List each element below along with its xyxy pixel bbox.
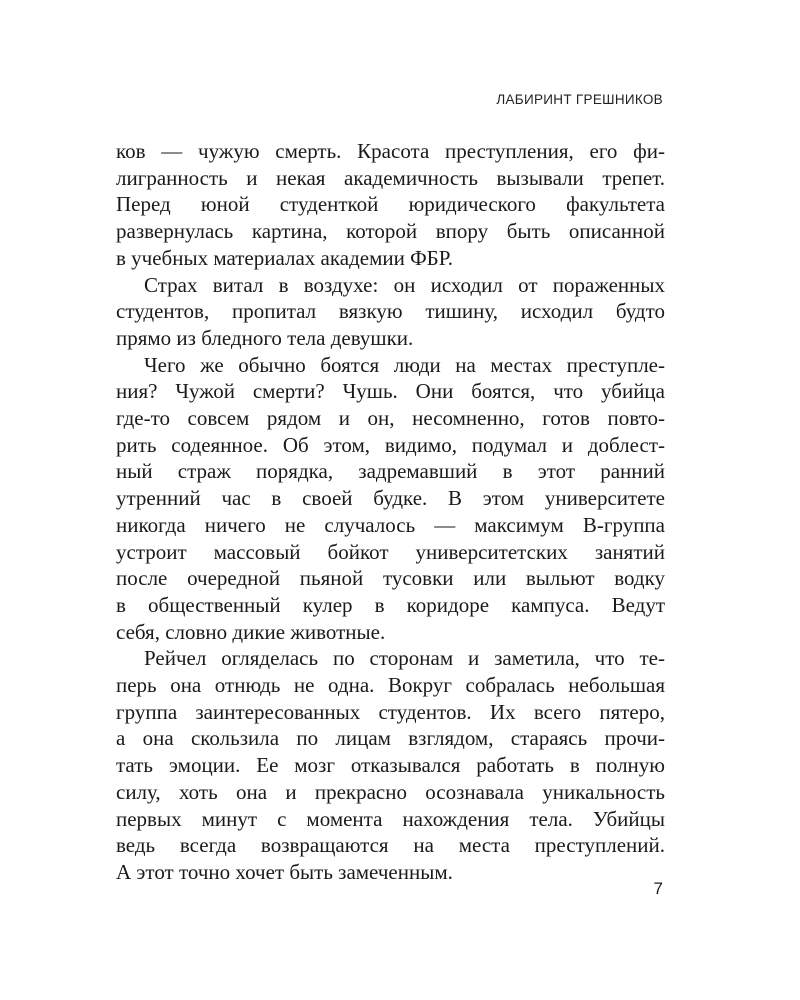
text-line: группа заинтересованных студентов. Их всего пятеро,: [116, 699, 665, 724]
text-line: никогда ничего не случалось — максимум В-группа: [116, 512, 665, 537]
text-line: ков — чужую смерть. Красота преступления, его фи-: [116, 139, 665, 163]
paragraph: [116, 645, 665, 885]
text-line: студентов, пропитал вязкую тишину, исходил будто: [116, 299, 665, 324]
text-line: после очередной пьяной тусовки или выльют водку: [116, 566, 665, 591]
text-line: в общественный кулер в коридоре кампуса. Ведут: [116, 592, 665, 617]
text-line: первых минут с момента нахождения тела. Убийцы: [116, 806, 665, 831]
text-line: а она скользила по лицам взглядом, стараясь прочи-: [116, 726, 665, 751]
text-line: утренний час в своей будке. В этом университете: [116, 486, 665, 511]
text-line: А этот точно хочет быть замеченным.: [116, 859, 453, 884]
text-line: Перед юной студенткой юридического факультета: [116, 192, 665, 217]
text-line: где-то совсем рядом и он, несомненно, готов повто-: [116, 406, 665, 431]
running-header: ЛАБИРИНТ ГРЕШНИКОВ: [496, 92, 663, 107]
text-line: устроит массовый бойкот университетских занятий: [116, 539, 665, 564]
text-line: силу, хоть она и прекрасно осознавала уникальность: [116, 779, 665, 804]
text-line: лигранность и некая академичность вызывали трепет.: [116, 165, 665, 190]
text-line: в учебных материалах академии ФБР.: [116, 245, 454, 270]
text-line: себя, словно дикие животные.: [116, 619, 386, 644]
page-number: 7: [653, 879, 663, 898]
text-line: Страх витал в воздухе: он исходил от пораженных: [144, 272, 665, 297]
body-text: [116, 138, 665, 886]
text-line: перь она отнюдь не одна. Вокруг собралась небольшая: [116, 673, 665, 698]
paragraph: [116, 352, 665, 646]
paragraph: [116, 138, 665, 272]
text-line: рить содеянное. Об этом, видимо, подумал и доблест-: [116, 432, 665, 457]
text-line: Чего же обычно боятся люди на местах преступле-: [144, 352, 665, 377]
text-line: ведь всегда возвращаются на места преступлений.: [116, 833, 665, 858]
text-line: тать эмоции. Ее мозг отказывался работать в полную: [116, 753, 665, 778]
text-line: ный страж порядка, задремавший в этот ранний: [116, 459, 665, 484]
text-line: Рейчел огляделась по сторонам и заметила, что те-: [144, 646, 665, 671]
text-line: прямо из бледного тела девушки.: [116, 325, 414, 350]
paragraph: [116, 272, 665, 352]
text-line: ния? Чужой смерти? Чушь. Они боятся, что убийца: [116, 379, 665, 404]
text-line: развернулась картина, которой впору быть описанной: [116, 219, 665, 244]
